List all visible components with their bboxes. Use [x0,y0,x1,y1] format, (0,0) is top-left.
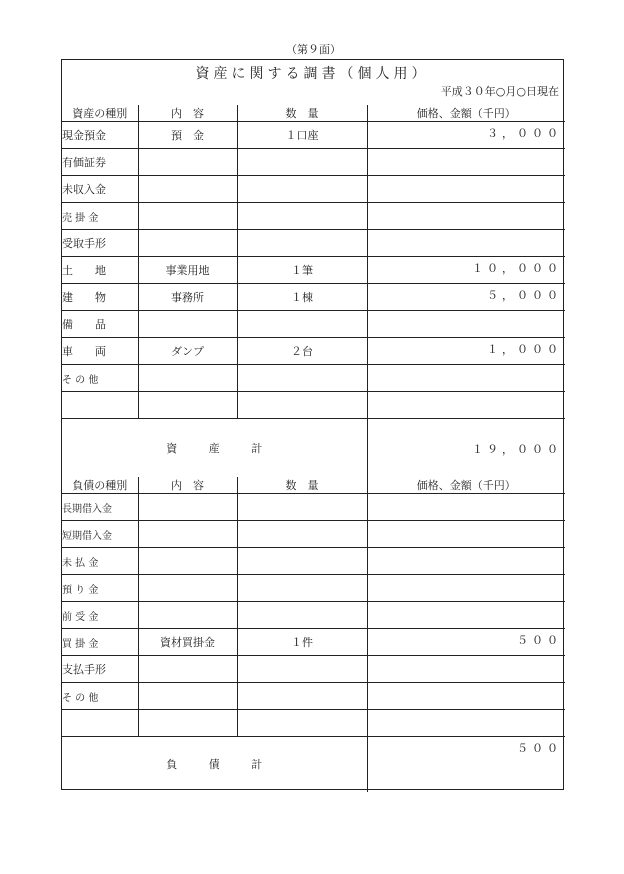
liability-category-cell [62,710,138,737]
liability-total-amount: ５００ [517,742,562,755]
asset-amount-cell [367,149,565,176]
liability-row [62,494,565,521]
liability-quantity-cell [237,656,367,683]
liability-total-row [62,737,565,792]
asset-row [62,284,565,311]
liability-total-label-char: 負 [166,758,178,772]
asset-category-cell [62,392,138,419]
liability-category-cell: 買 掛 金 [62,629,138,656]
asset-amount-cell: ５，０００ [367,284,565,311]
liability-row [62,548,565,575]
asset-content-cell: 事務所 [138,284,237,311]
liability-amount-cell [367,602,565,629]
liability-quantity-cell [237,494,367,521]
liability-content-cell [138,548,237,575]
liability-content-cell [138,602,237,629]
asset-table [62,105,565,477]
asset-category-cell: 土 地 [62,257,138,284]
asset-header-2: 内 容 [138,105,237,122]
asset-category-cell: 売 掛 金 [62,203,138,230]
liability-content-cell [138,656,237,683]
liability-header-1: 負債の種別 [62,477,138,494]
asset-content-cell [138,365,237,392]
liability-row [62,656,565,683]
liability-row [62,710,565,737]
liability-content-cell [138,710,237,737]
liability-header-2: 内 容 [138,477,237,494]
asset-amount-cell: １０，０００ [367,257,565,284]
liability-total-label [62,737,367,792]
asset-content-cell [138,311,237,338]
asset-category-cell: 未収入金 [62,176,138,203]
liability-category-cell: 短期借入金 [62,521,138,548]
liability-header-3: 数 量 [237,477,367,494]
asset-category-cell: 建 物 [62,284,138,311]
liability-row [62,575,565,602]
liability-content-cell: 資材買掛金 [138,629,237,656]
asset-amount-cell: ３，０００ [367,122,565,149]
asset-header-3: 数 量 [237,105,367,122]
asset-quantity-cell [237,392,367,419]
asset-row [62,392,565,419]
asset-header-1: 資産の種別 [62,105,138,122]
as-of-date: 平成３０年○月○日現在 [440,85,559,98]
asset-quantity-cell [237,230,367,257]
asset-row [62,365,565,392]
asset-category-cell: そ の 他 [62,365,138,392]
asset-row [62,149,565,176]
liability-amount-cell [367,656,565,683]
asset-category-cell: 車 両 [62,338,138,365]
asset-row [62,122,565,149]
liability-content-cell [138,521,237,548]
asset-content-cell: ダンプ [138,338,237,365]
liability-amount-cell [367,494,565,521]
liability-amount-cell [367,548,565,575]
asset-row [62,203,565,230]
liability-header-4: 価格、金額（千円） [367,477,565,494]
document-title: 資産に関する調書（個人用） [195,66,430,82]
liability-amount-cell: ５００ [367,629,565,656]
asset-quantity-cell [237,311,367,338]
asset-quantity-cell: １棟 [237,284,367,311]
asset-amount-cell [367,230,565,257]
asset-quantity-cell [237,203,367,230]
liability-quantity-cell [237,710,367,737]
liability-header-row [62,477,565,494]
asset-total-row [62,419,565,477]
asset-row [62,230,565,257]
liability-content-cell [138,494,237,521]
liability-category-cell: 預 り 金 [62,575,138,602]
asset-amount-cell: １，０００ [367,338,565,365]
liability-quantity-cell [237,683,367,710]
liability-quantity-cell [237,575,367,602]
liability-amount-cell [367,521,565,548]
asset-category-cell: 現金預金 [62,122,138,149]
liability-category-cell: 未 払 金 [62,548,138,575]
asset-header-row [62,105,565,122]
asset-content-cell [138,230,237,257]
liability-amount-cell [367,575,565,602]
liability-total-label-char: 債 [208,758,220,772]
asset-category-cell: 備 品 [62,311,138,338]
liability-quantity-cell: １件 [237,629,367,656]
asset-content-cell: 事業用地 [138,257,237,284]
liability-quantity-cell [237,521,367,548]
asset-quantity-cell [237,176,367,203]
liability-category-cell: 長期借入金 [62,494,138,521]
asset-amount-cell [367,365,565,392]
asset-row [62,311,565,338]
liability-row [62,602,565,629]
liability-amount-cell [367,710,565,737]
liability-category-cell: そ の 他 [62,683,138,710]
asset-total-label-char: 計 [251,441,263,455]
asset-statement-form [61,59,564,790]
asset-amount-cell [367,311,565,338]
asset-row [62,176,565,203]
liability-content-cell [138,683,237,710]
asset-quantity-cell: １筆 [237,257,367,284]
liability-row [62,521,565,548]
asset-quantity-cell [237,365,367,392]
asset-quantity-cell [237,149,367,176]
liability-total-label-char: 計 [251,758,263,772]
asset-amount-cell [367,392,565,419]
liability-row [62,683,565,710]
asset-content-cell [138,392,237,419]
asset-row [62,338,565,365]
page-number-label: （第９面） [286,43,341,56]
asset-content-cell [138,176,237,203]
asset-amount-cell [367,203,565,230]
asset-category-cell: 受取手形 [62,230,138,257]
asset-amount-cell [367,176,565,203]
liability-category-cell: 支払手形 [62,656,138,683]
liability-content-cell [138,575,237,602]
liability-quantity-cell [237,548,367,575]
liability-quantity-cell [237,602,367,629]
asset-content-cell [138,149,237,176]
liability-table [62,477,565,792]
asset-quantity-cell: ２台 [237,338,367,365]
liability-amount-cell [367,683,565,710]
asset-total-label-char: 産 [208,441,220,455]
asset-total-label-char: 資 [166,441,178,455]
asset-content-cell: 預 金 [138,122,237,149]
liability-row [62,629,565,656]
asset-row [62,257,565,284]
asset-quantity-cell: １口座 [237,122,367,149]
asset-content-cell [138,203,237,230]
asset-total-amount: １９，０００ [472,443,562,457]
asset-category-cell: 有価証券 [62,149,138,176]
asset-header-4: 価格、金額（千円） [367,105,565,122]
asset-total-label [62,419,367,477]
liability-category-cell: 前 受 金 [62,602,138,629]
